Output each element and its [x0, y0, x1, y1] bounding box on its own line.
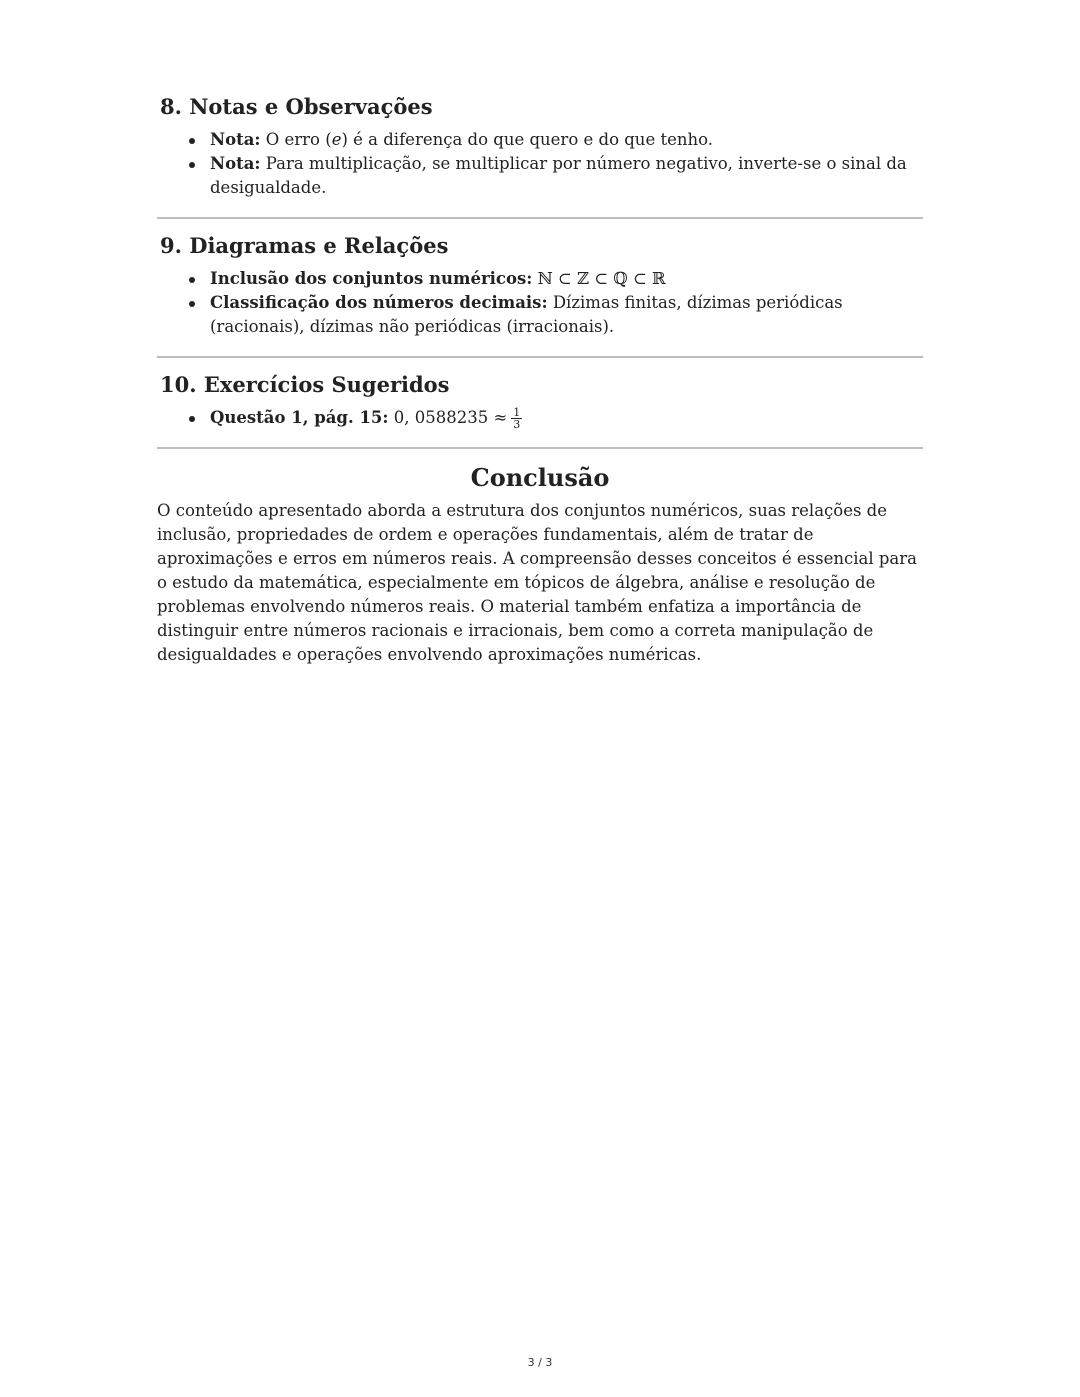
notes-list: [157, 128, 923, 200]
diagrams-list: [157, 267, 923, 339]
item-label: Inclusão dos conjuntos numéricos:: [210, 269, 533, 288]
fraction: $\frac{1}{3}$: [513, 406, 521, 431]
list-item: Classificação dos números decimais: Dízimas finitas, dízimas periódicas (racionais), dízimas não periódicas (irracionais).: [210, 291, 923, 339]
math-expression: ℕ ⊂ ℤ ⊂ ℚ ⊂ ℝ: [532, 269, 666, 288]
section-notes: [157, 92, 923, 200]
section-exercises: [157, 370, 923, 430]
page-indicator: 3 / 3: [527, 1356, 553, 1369]
list-item: [210, 406, 923, 430]
list-item: Nota: O erro (e) é a diferença do que quero e do que tenho.: [210, 128, 923, 152]
divider: [157, 447, 923, 449]
conclusion-title: Conclusão: [470, 463, 610, 492]
math-variable: e: [331, 130, 342, 149]
list-item: [210, 267, 923, 291]
section-diagrams: [157, 231, 923, 339]
section-title: 8. Notas e Observações: [160, 94, 433, 119]
math-expression: 0, 0588235 ≈: [388, 408, 508, 427]
item-label: Nota:: [210, 154, 261, 173]
conclusion-section: [157, 461, 923, 667]
item-label: Nota:: [210, 130, 261, 149]
exercises-list: [157, 406, 923, 430]
item-label: Classificação dos números decimais:: [210, 293, 548, 312]
list-item: Nota: Para multiplicação, se multiplicar por número negativo, inverte-se o sinal da desigualdade.: [210, 152, 923, 200]
divider: [157, 217, 923, 219]
item-label: Questão 1, pág. 15:: [210, 408, 389, 427]
section-title: 9. Diagramas e Relações: [160, 233, 449, 258]
conclusion-text: O conteúdo apresentado aborda a estrutura dos conjuntos numéricos, suas relações de inclusão, propriedades de ordem e operações fundamentais, além de tratar de aproximações e erros em números reais. A compreensão desses conceitos é essencial para o estudo da matemática, especialmente em tópicos de álgebra, análise e resolução de problemas envolvendo números reais. O material também enfatiza a importância de distinguir entre números racionais e irracionais, bem como a correta manipulação de desigualdades e operações envolvendo aproximações numéricas.: [157, 501, 917, 664]
section-title: 10. Exercícios Sugeridos: [160, 372, 450, 397]
document-content: [157, 92, 923, 667]
divider: [157, 356, 923, 358]
